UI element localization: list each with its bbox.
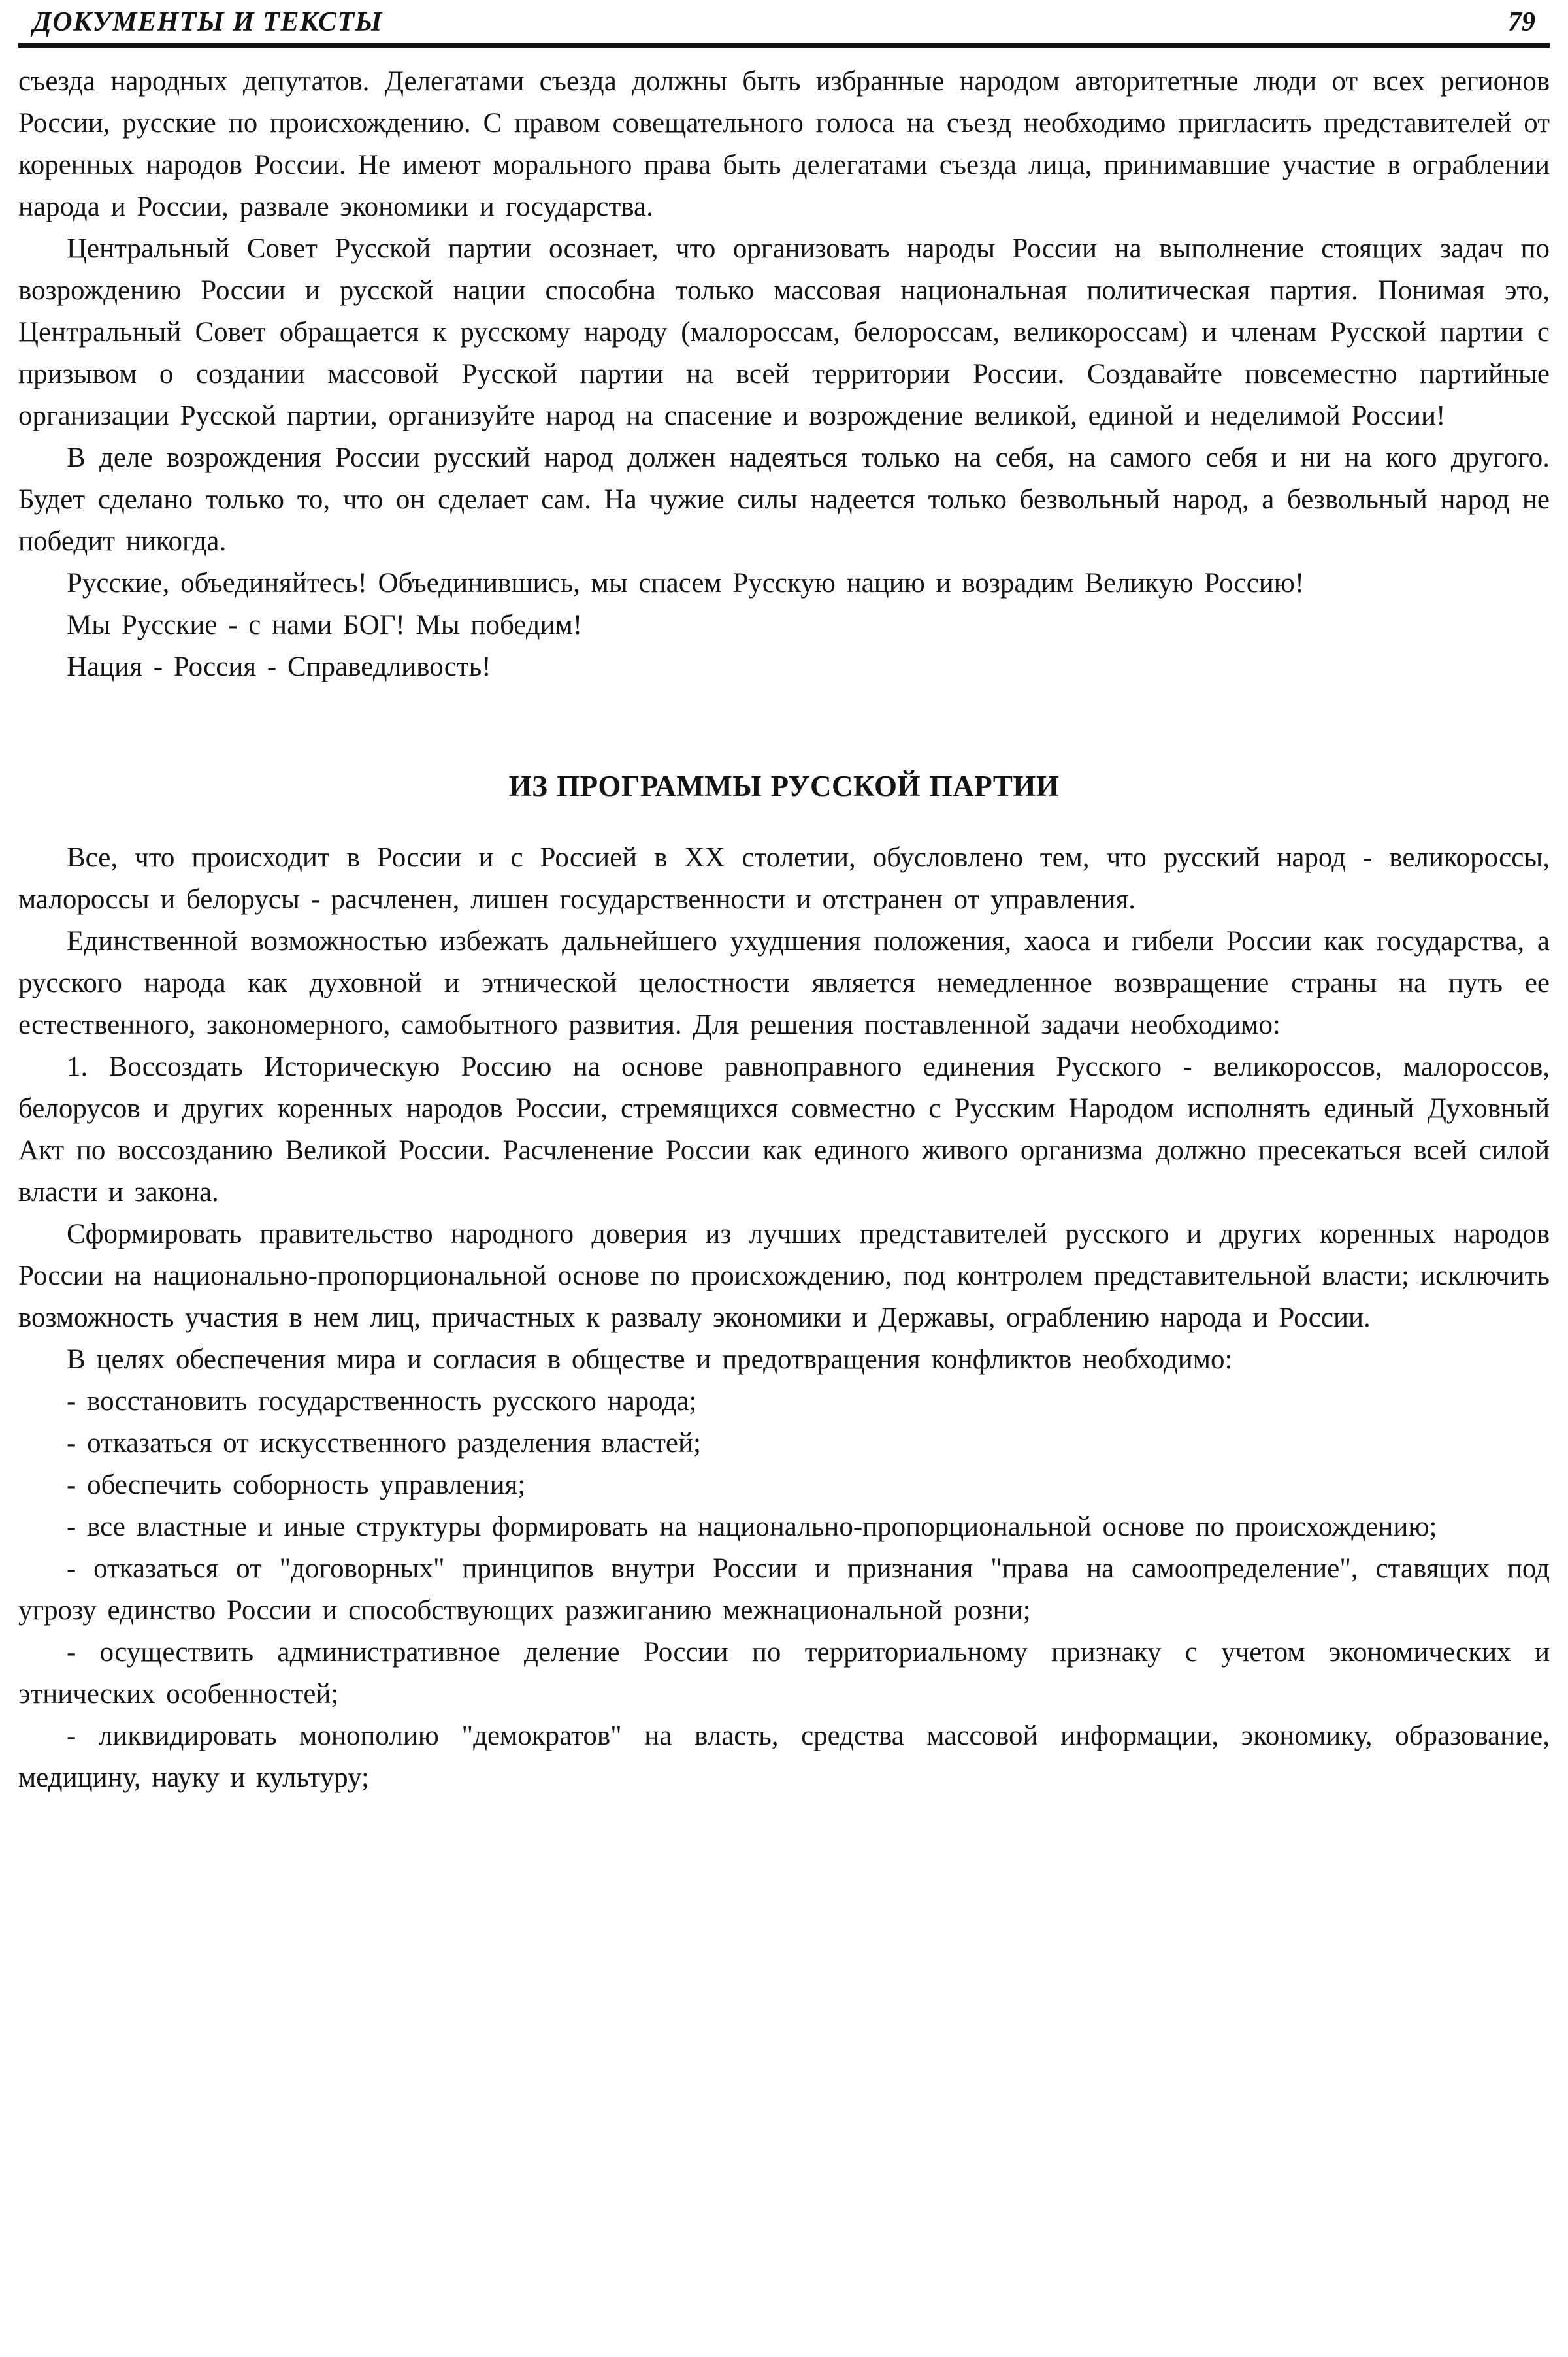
paragraph: Единственной возможностью избежать дальнейшего ухудшения положения, хаоса и гибели России как государства, а русского народа как духовной и этнической целостности является немедленное возвращение страны на путь ее естественного, закономерного, самобытного развития. Для решения поставленной задачи необходимо:: [18, 926, 1550, 1040]
section-heading: ИЗ ПРОГРАММЫ РУССКОЙ ПАРТИИ: [508, 770, 1060, 802]
list-item-paragraph: - отказаться от "договорных" принципов внутри России и признания "права на самоопределение", ставящих под угрозу единство России и способствующих разжиганию межнациональной розни;: [18, 1553, 1550, 1626]
paragraph: Нация - Россия - Справедливость!: [67, 651, 491, 682]
paragraph: Центральный Совет Русской партии осознает, что организовать народы России на выполнение стоящих задач по возрождению России и русской нации способна только массовая национальная политическая партия. Понимая это, Центральный Совет обращается к русскому народу (малороссам, белороссам, великороссам) и членам Русской партии с призывом о создании массовой Русской партии на всей территории России. Создавайте повсеместно партийные организации Русской партии, организуйте народ на спасение и возрождение великой, единой и неделимой России!: [18, 233, 1550, 431]
paragraph: В целях обеспечения мира и согласия в обществе и предотвращения конфликтов необходимо:: [67, 1344, 1233, 1375]
document-body: [18, 56, 1550, 1799]
page-number: 79: [1508, 7, 1535, 37]
paragraph: В деле возрождения России русский народ должен надеяться только на себя, на самого себя и ни на кого другого. Будет сделано только то, что он сделает сам. На чужие силы надеется только безвольный народ, а безвольный народ не победит никогда.: [18, 442, 1550, 557]
paragraph: съезда народных депутатов. Делегатами съезда должны быть избранные народом авторитетные люди от всех регионов России, русские по происхождению. С правом совещательного голоса на съезд необходимо пригласить представителей от коренных народов России. Не имеют морального права быть делегатами съезда лица, принимавшие участие в ограблении народа и России, развале экономики и государства.: [18, 66, 1550, 222]
paragraph: 1. Воссоздать Историческую Россию на основе равноправного единения Русского - великороссов, малороссов, белорусов и других коренных народов России, стремящихся совместно с Русским Народом исполнять единый Духовный Акт по воссозданию Великой России. Расчленение России как единого живого организма должно пресекаться всей силой власти и закона.: [18, 1051, 1550, 1208]
page-header: [18, 0, 1550, 43]
list-item-paragraph: - все властные и иные структуры формировать на национально-пропорциональной основе по происхождению;: [67, 1511, 1437, 1542]
list-item-paragraph: - ликвидировать монополию "демократов" на власть, средства массовой информации, экономику, образование, медицину, науку и культуру;: [18, 1721, 1550, 1793]
list-item-paragraph: - восстановить государственность русского народа;: [67, 1386, 697, 1417]
paragraph: Все, что происходит в России и с Россией в XX столетии, обусловлено тем, что русский народ - великороссы, малороссы и белорусы - расчленен, лишен государственности и отстранен от управления.: [18, 842, 1550, 915]
header-rule: [18, 43, 1550, 48]
list-item-paragraph: - осуществить административное деление России по территориальному признаку с учетом экономических и этнических особенностей;: [18, 1637, 1550, 1709]
header-title: ДОКУМЕНТЫ И ТЕКСТЫ: [33, 7, 383, 37]
paragraph: Русские, объединяйтесь! Объединившись, мы спасем Русскую нацию и возрадим Великую Россию!: [67, 568, 1305, 599]
paragraph: Сформировать правительство народного доверия из лучших представителей русского и других коренных народов России на национально-пропорциональной основе по происхождению, под контролем представительной власти; исключить возможность участия в нем лиц, причастных к развалу экономики и Державы, ограблению народа и России.: [18, 1219, 1550, 1333]
list-item-paragraph: - отказаться от искусственного разделения властей;: [67, 1428, 701, 1459]
list-item-paragraph: - обеспечить соборность управления;: [67, 1470, 526, 1500]
paragraph: Мы Русские - с нами БОГ! Мы победим!: [67, 610, 583, 640]
